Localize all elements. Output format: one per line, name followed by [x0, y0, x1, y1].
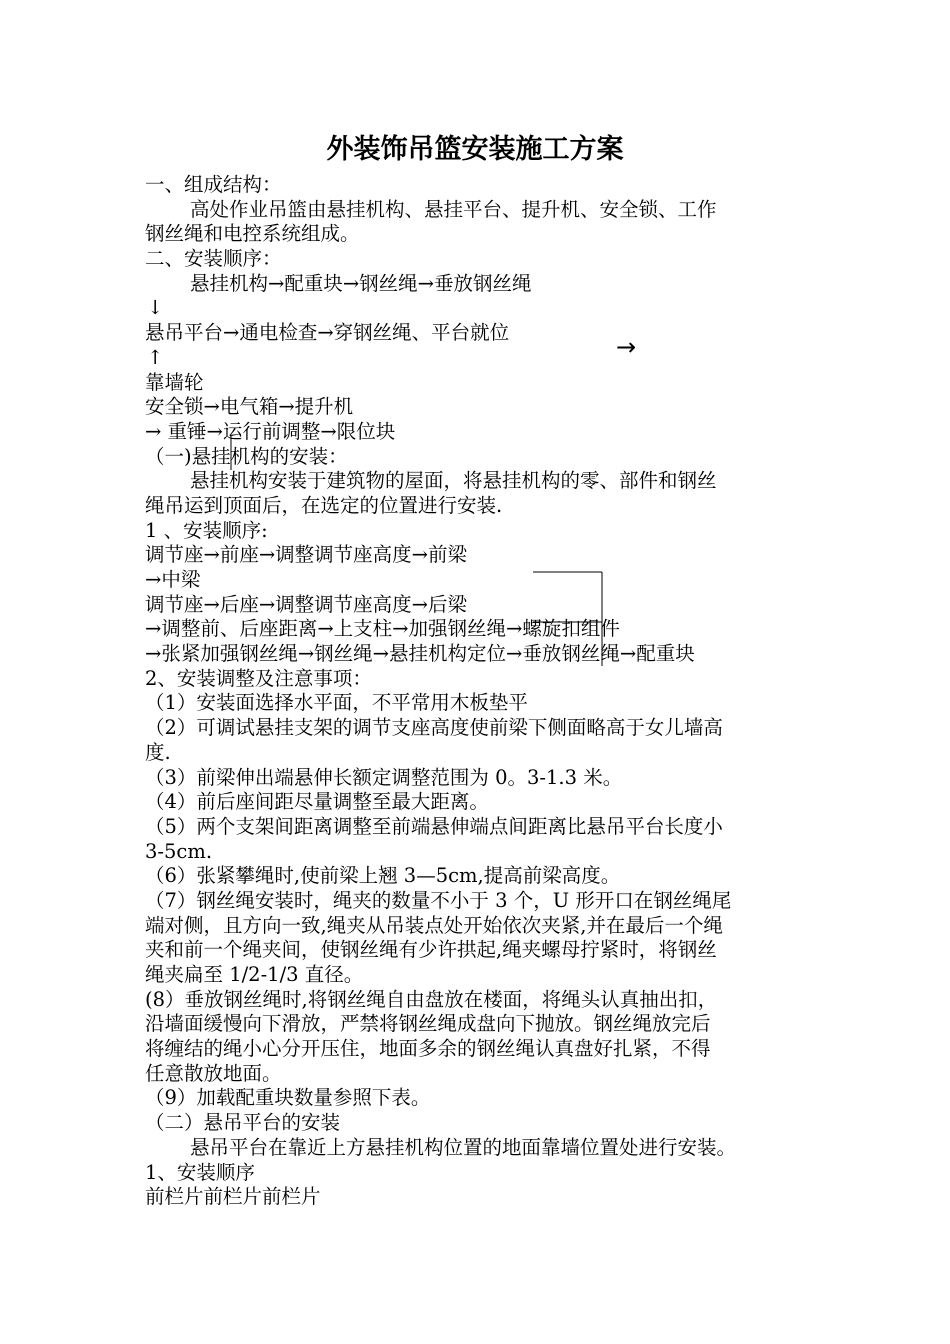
step-heading: 1 、安装顺序: [145, 518, 268, 542]
list-item-continuation: 将缠结的绳小心分开压住，地面多余的钢丝绳认真盘好扎紧，不得 [145, 1037, 711, 1061]
list-item: （3）前梁伸出端悬伸长额定调整范围为 0。3-1.3 米。 [145, 765, 623, 789]
document-title: 外装饰吊篮安装施工方案 [326, 134, 624, 165]
flow-line: 调节座→后座→调整调节座高度→后梁 [145, 592, 468, 616]
list-item-continuation: 任意散放地面。 [145, 1061, 282, 1085]
flow-line: →张紧加强钢丝绳→钢丝绳→悬挂机构定位→垂放钢丝绳→配重块 [145, 642, 695, 666]
document-body [145, 173, 810, 1210]
paragraph-line: 悬吊平台在靠近上方悬挂机构位置的地面靠墙位置处进行安装。 [190, 1135, 737, 1159]
section-heading-structure: 一、组成结构： [145, 173, 282, 196]
paragraph-line: 悬挂机构安装于建筑物的屋面，将悬挂机构的零、部件和钢丝 [190, 469, 717, 493]
down-arrow: ↓ [147, 296, 164, 320]
flow-line: →调整前、后座距离→上支柱→加强钢丝绳→螺旋扣组件 [145, 617, 620, 641]
floating-arrow: → [616, 333, 637, 361]
list-item-continuation: 度. [145, 740, 171, 764]
subsection-heading: （二）悬吊平台的安装 [145, 1111, 341, 1135]
flow-line: 调节座→前座→调整调节座高度→前梁 [145, 543, 468, 567]
list-item-continuation: 端对侧，且方向一致,绳夹从吊装点处开始依次夹紧,并在最后一个绳 [145, 913, 723, 937]
paragraph-line: 高处作业吊篮由悬挂机构、悬挂平台、提升机、安全锁、工作 [190, 197, 717, 221]
list-item-continuation: 绳夹扁至 1/2-1/3 直径。 [145, 963, 364, 986]
section-heading-order: 二、安装顺序： [145, 247, 282, 271]
list-item: （9）加载配重块数量参照下表。 [145, 1086, 431, 1110]
list-item: （6）张紧攀绳时,使前梁上翘 3—5cm,提高前梁高度。 [145, 864, 621, 888]
paragraph-line: 钢丝绳和电控系统组成。 [145, 222, 360, 246]
list-item-continuation: 夹和前一个绳夹间，使钢丝绳有少许拱起,绳夹螺母拧紧时，将钢丝 [145, 938, 717, 962]
flow-line: →中梁 [145, 568, 201, 591]
list-item: （5）两个支架间距离调整至前端悬伸端点间距离比悬吊平台长度小 [145, 814, 723, 838]
flow-line: 悬挂机构→配重块→钢丝绳→垂放钢丝绳 [190, 271, 532, 295]
list-item: （2）可调试悬挂支架的调节支座高度使前梁下侧面略高于女儿墙高 [145, 716, 723, 740]
list-item: （7）钢丝绳安装时，绳夹的数量不小于 3 个，U 形开口在钢丝绳尾 [145, 888, 732, 912]
step-heading: 1、安装顺序 [145, 1160, 255, 1184]
flow-line: → 重锤→运行前调整→限位块 [145, 419, 396, 443]
flow-line: 安全锁→电气箱→提升机 [145, 395, 354, 419]
list-item: （1）安装面选择水平面，不平常用木板垫平 [145, 691, 528, 715]
list-item-continuation: 沿墙面缓慢向下滑放，严禁将钢丝绳成盘向下抛放。钢丝绳放完后 [145, 1012, 711, 1036]
list-item-continuation: 3-5cm. [145, 839, 213, 863]
list-item: （4）前后座间距尽量调整至最大距离。 [145, 790, 489, 814]
step-heading: 2、安装调整及注意事项： [145, 666, 372, 690]
list-item: (8）垂放钢丝绳时,将钢丝绳自由盘放在楼面，将绳头认真抽出扣， [145, 987, 718, 1011]
paragraph-line: 前栏片前栏片前栏片 [145, 1185, 321, 1209]
up-arrow: ↑ [147, 345, 164, 369]
flow-line: 悬吊平台→通电检查→穿钢丝绳、平台就位 [145, 321, 510, 345]
paragraph-line: 绳吊运到顶面后，在选定的位置进行安装. [145, 493, 503, 517]
flow-line: 靠墙轮 [145, 370, 204, 394]
subsection-heading: （一)悬挂机构的安装： [145, 444, 348, 468]
